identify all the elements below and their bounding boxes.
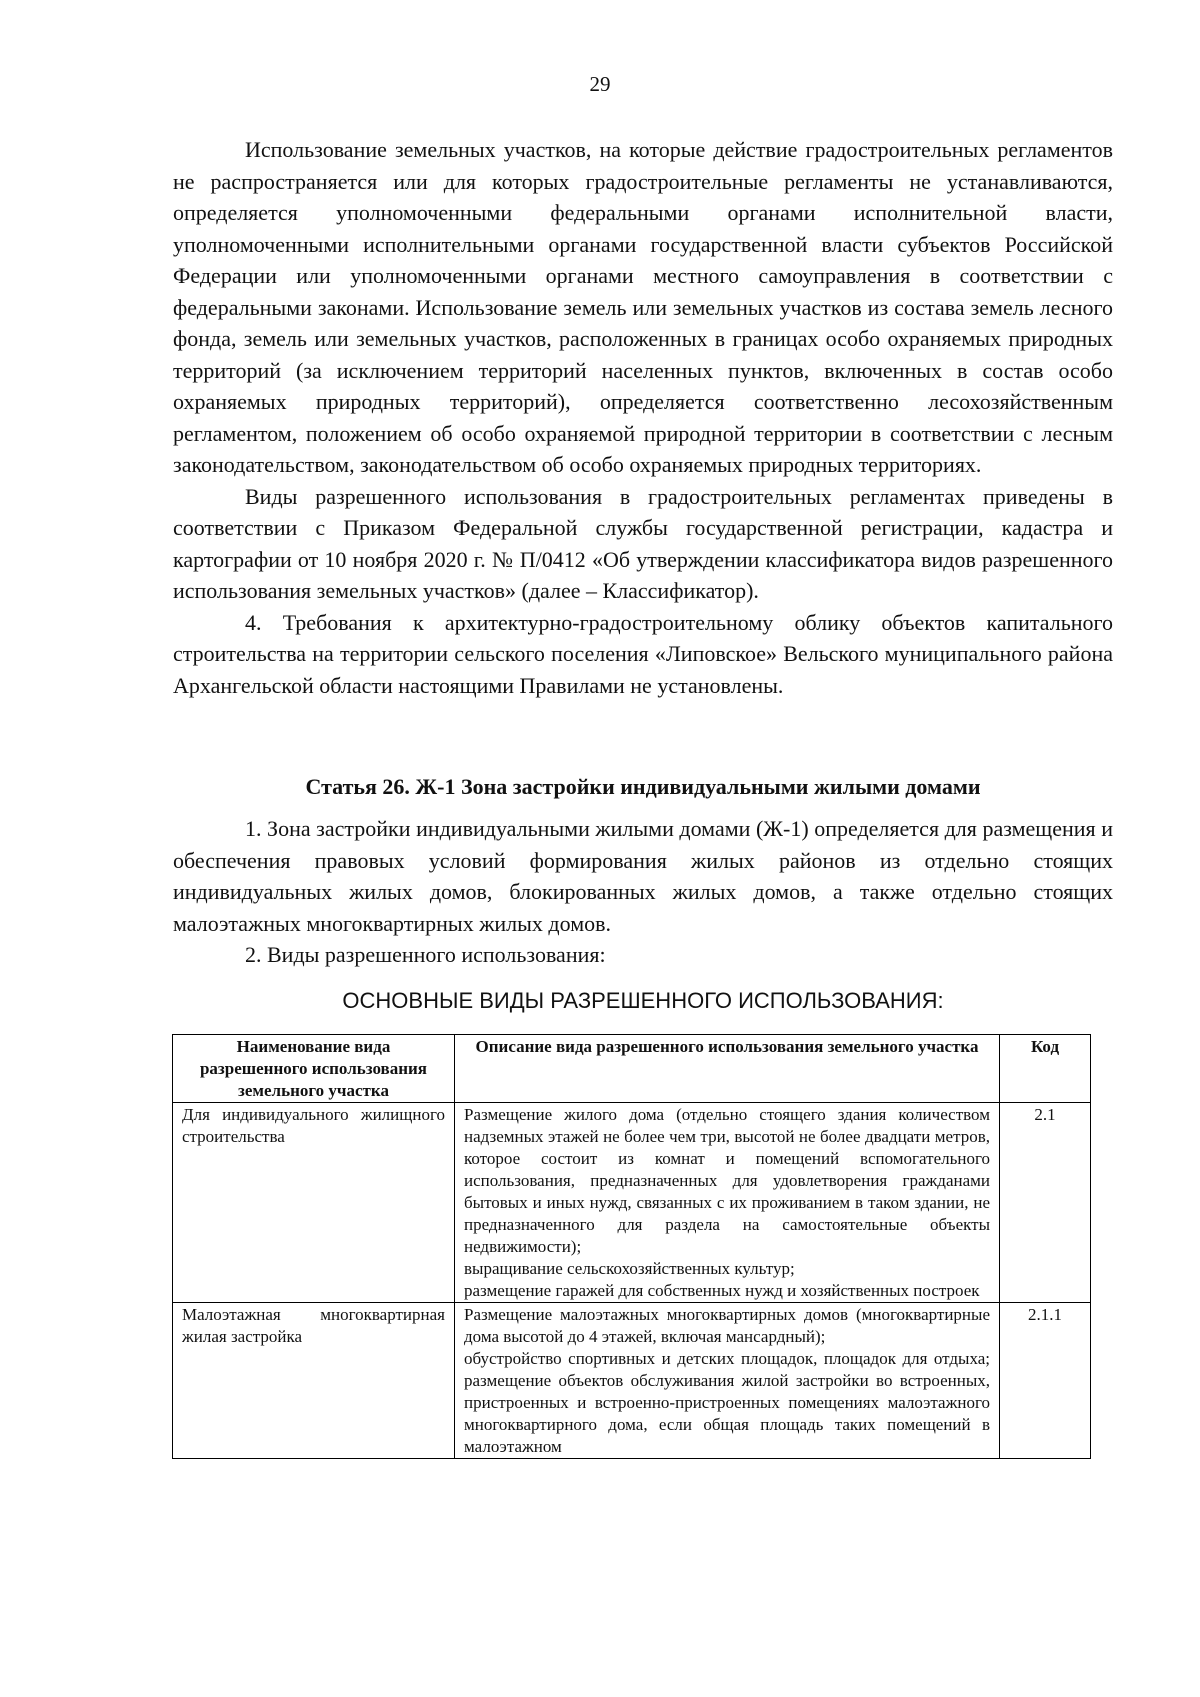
permitted-use-table: [172, 1034, 1091, 1459]
description-line: Размещение малоэтажных многоквартирных домов (многоквартирные дома высотой до 4 этажей, включая мансардный);: [464, 1305, 990, 1346]
cell-description: [455, 1103, 1000, 1303]
description-line: Размещение жилого дома (отдельно стоящего здания количеством надземных этажей не более чем три, высотой не более двадцати метров, которое состоит из комнат и помещений вспомогательного использования, предназначенных для удовлетворения гражданами бытовых и иных нужд, связанных с их проживанием в таком здании, не предназначенного для раздела на самостоятельные объекты недвижимости);: [464, 1105, 990, 1256]
page-number: 29: [589, 72, 611, 96]
paragraph: Виды разрешенного использования в градостроительных регламентах приведены в соответствии с Приказом Федеральной службы государственной регистрации, кадастра и картографии от 10 ноября 2020 г. № П/0412 «Об утверждении классификатора видов разрешенного использования земельных участков» (далее – Классификатор).: [173, 483, 1113, 603]
paragraph: Использование земельных участков, на которые действие градостроительных регламентов не распространяется или для которых градостроительные регламенты не устанавливаются, определяется уполномоченными федеральными органами исполнительной власти, уполномоченными исполнительными органами государственной власти субъектов Российской Федерации или уполномоченными органами местного самоуправления в соответствии с федеральными законами. Использование земель или земельных участков из состава земель лесного фонда, земель или земельных участков, расположенных в границах особо охраняемых природных территорий (за исключением территорий населенных пунктов, включенных в состав особо охраняемых природных территорий), определяется соответственно лесохозяйственным регламентом, положением об особо охраняемой природной территории в соответствии с лесным законодательством, законодательством об особо охраняемых природных территориях.: [173, 137, 1113, 477]
table-row: [173, 1103, 1091, 1303]
article-heading: Статья 26. Ж-1 Зона застройки индивидуальными жилыми домами: [305, 774, 981, 799]
header-name: Наименование вида разрешенного использования земельного участка: [173, 1035, 455, 1103]
cell-name: Для индивидуального жилищного строительства: [173, 1103, 455, 1303]
paragraph: 1. Зона застройки индивидуальными жилыми домами (Ж-1) определяется для размещения и обеспечения правовых условий формирования жилых районов из отдельно стоящих индивидуальных жилых домов, блокированных жилых домов, а также отдельно стоящих малоэтажных многоквартирных жилых домов.: [173, 816, 1113, 936]
header-description: Описание вида разрешенного использования земельного участка: [455, 1035, 1000, 1103]
description-line: размещение гаражей для собственных нужд и хозяйственных построек: [464, 1281, 980, 1300]
table-header-row: [173, 1035, 1091, 1103]
cell-code: 2.1.1: [1000, 1303, 1091, 1459]
table-row: [173, 1303, 1091, 1459]
cell-name: Малоэтажная многоквартирная жилая застройка: [173, 1303, 455, 1459]
header-code: Код: [1000, 1035, 1091, 1103]
cell-description: [455, 1303, 1000, 1459]
cell-code: 2.1: [1000, 1103, 1091, 1303]
description-line: выращивание сельскохозяйственных культур;: [464, 1259, 795, 1278]
body-text-part1: [173, 134, 1113, 701]
paragraph: 2. Виды разрешенного использования:: [245, 942, 606, 967]
description-line: обустройство спортивных и детских площадок, площадок для отдыха; размещение объектов обслуживания жилой застройки во встроенных, пристроенных и встроенно-пристроенных помещениях малоэтажного многоквартирного дома, если общая площадь таких помещений в малоэтажном: [464, 1349, 990, 1456]
body-text-part2: [173, 813, 1113, 971]
paragraph: 4. Требования к архитектурно-градостроительному облику объектов капитального строительства на территории сельского поселения «Липовское» Вельского муниципального района Архангельской области настоящими Правилами не установлены.: [173, 609, 1113, 698]
table-title: ОСНОВНЫЕ ВИДЫ РАЗРЕШЕННОГО ИСПОЛЬЗОВАНИЯ:: [342, 988, 944, 1013]
